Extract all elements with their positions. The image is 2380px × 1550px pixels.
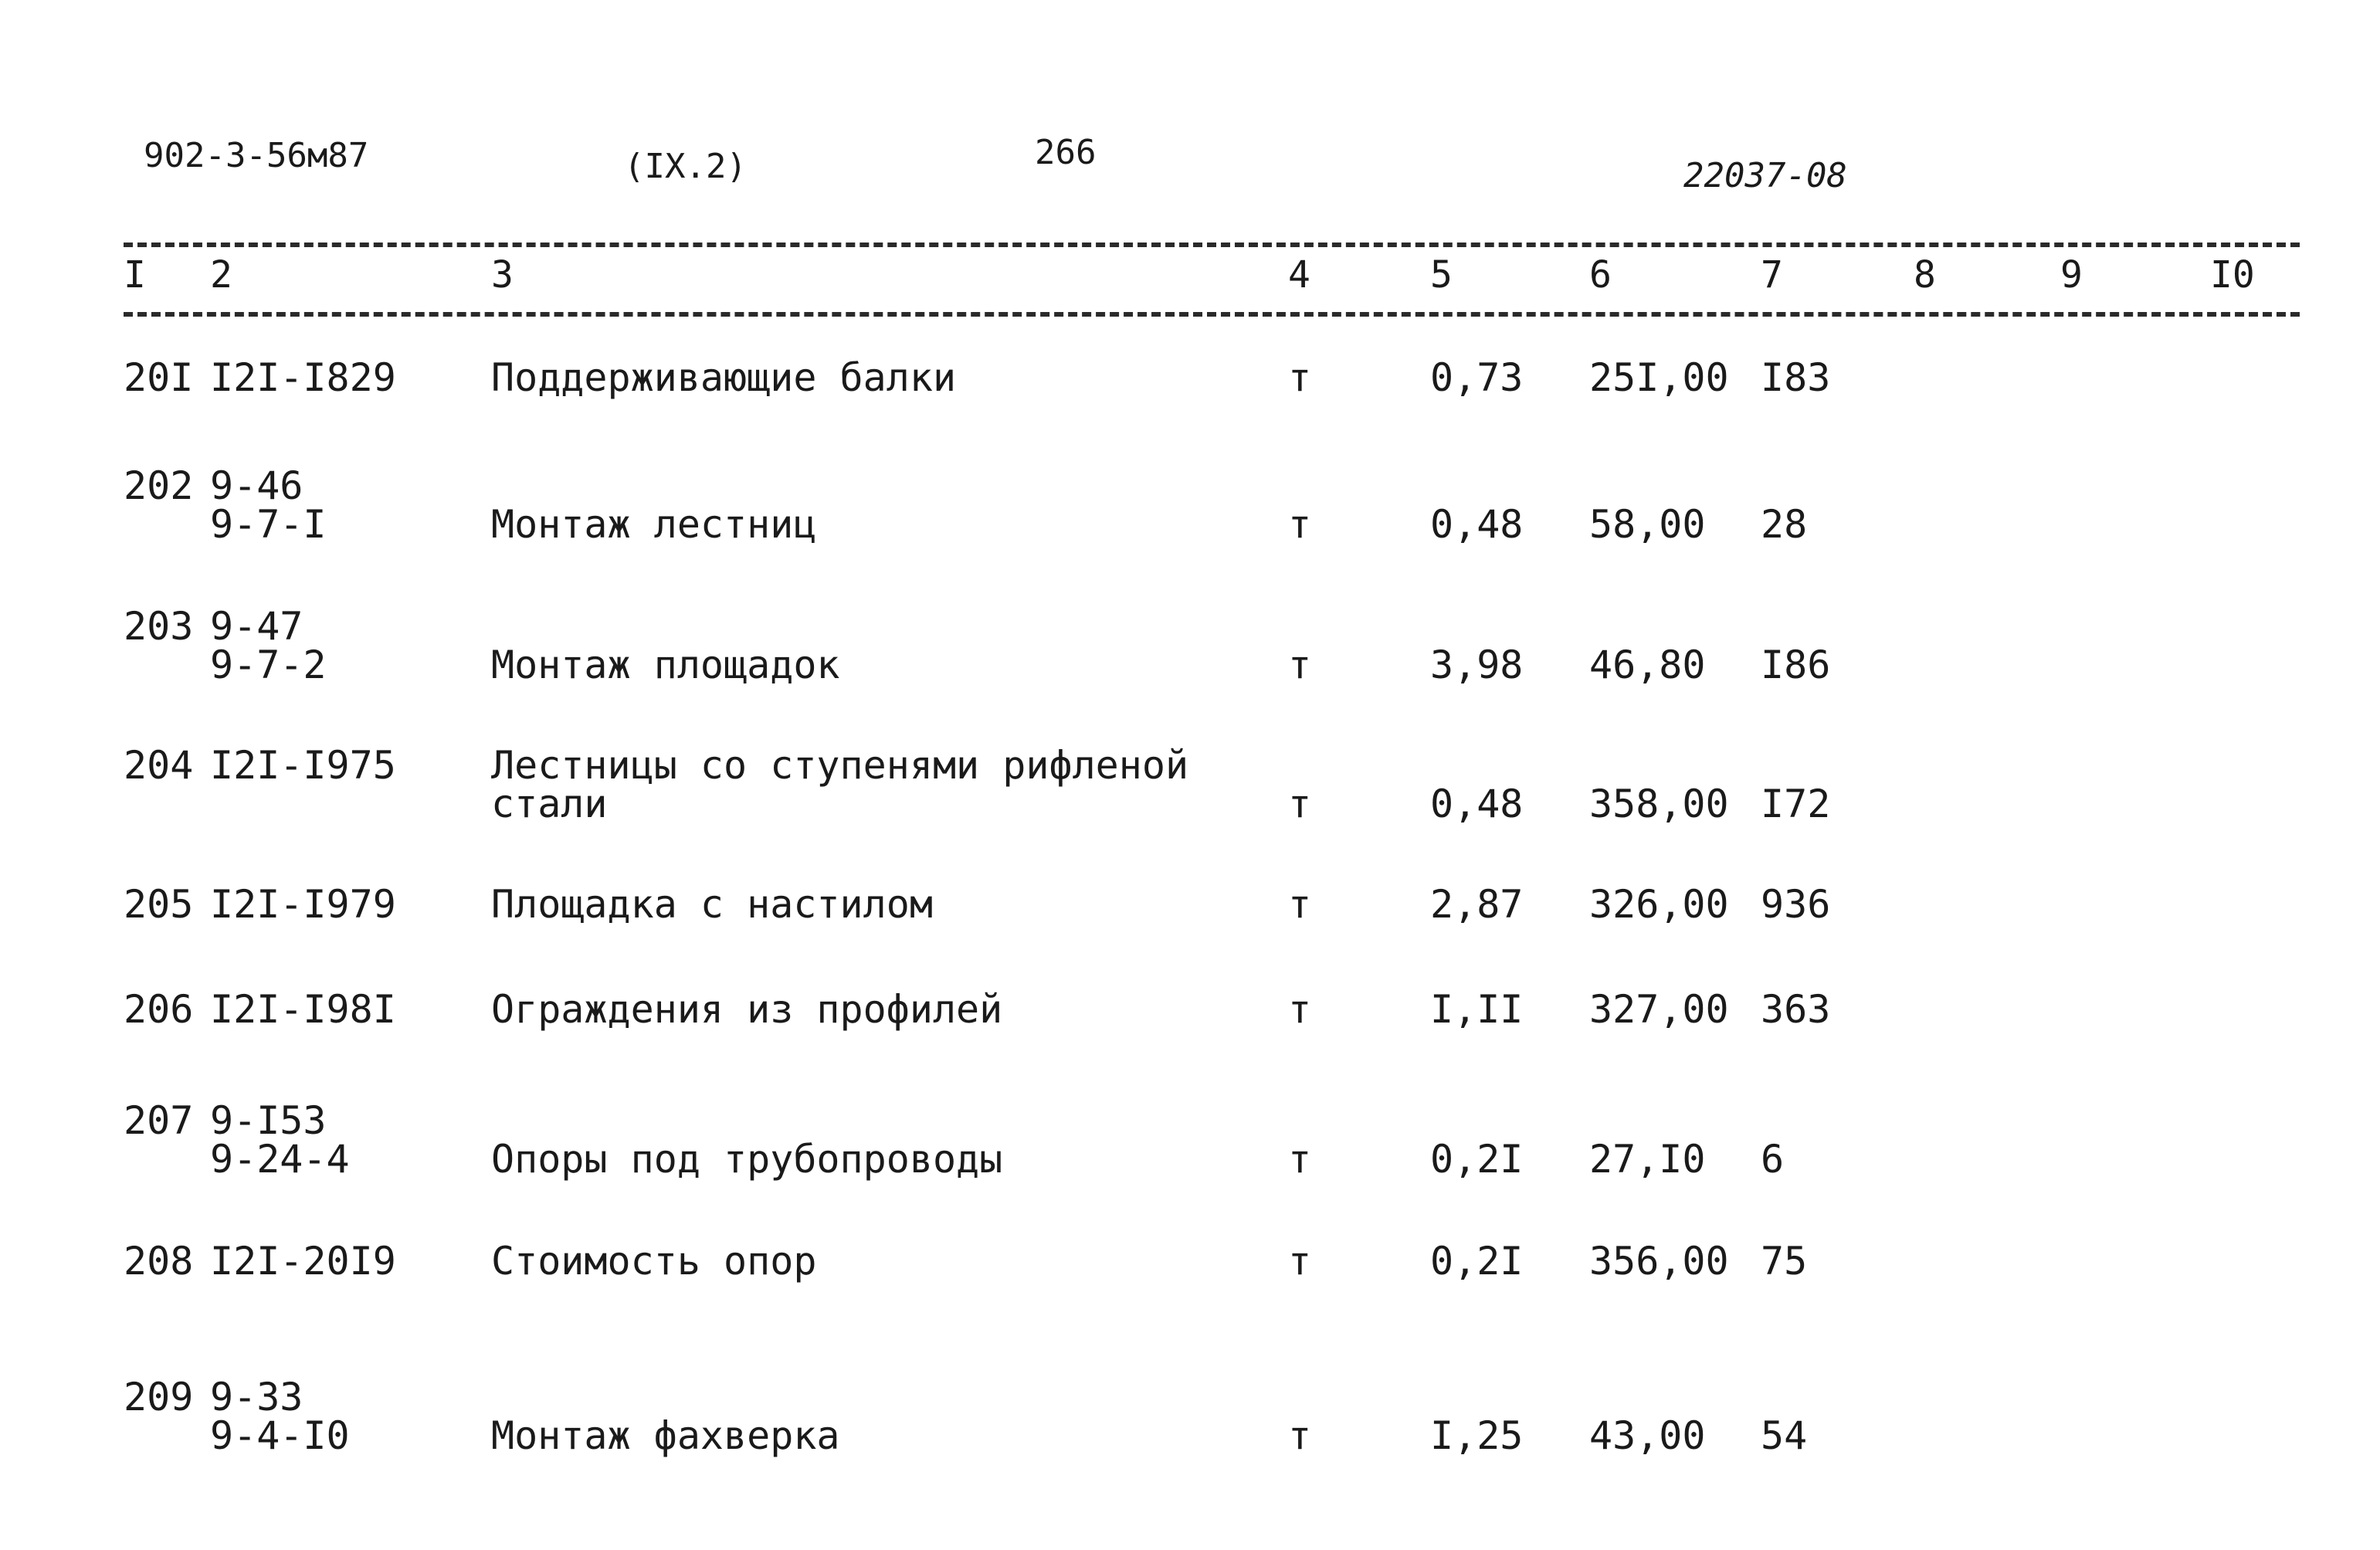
unit: т	[1288, 1413, 1312, 1458]
column-header-5: 5	[1430, 253, 1453, 297]
quantity: I,25	[1430, 1413, 1524, 1458]
quantity: 0,73	[1430, 355, 1524, 400]
total-cost: I86	[1761, 643, 1831, 687]
unit-price: 27,I0	[1589, 1137, 1706, 1182]
unit-price: 326,00	[1589, 882, 1729, 927]
work-name	[491, 987, 1003, 1032]
total-cost: 28	[1761, 502, 1808, 547]
work-name-line: Монтаж лестниц	[491, 502, 817, 547]
album-number: 22037-08	[1683, 156, 1847, 195]
quantity: 0,2I	[1430, 1137, 1524, 1182]
estimate-code	[210, 604, 327, 687]
total-cost: 6	[1761, 1137, 1785, 1182]
work-name-line: Стоимость опор	[491, 1239, 817, 1284]
column-header-6: 6	[1589, 253, 1612, 297]
estimate-code-line: 9-7-I	[210, 502, 327, 547]
work-name-line: Площадка с настилом	[491, 882, 933, 927]
row-number: 209	[124, 1375, 194, 1419]
table-header-rule	[124, 312, 2300, 317]
estimate-code-line: 9-33	[210, 1375, 303, 1419]
total-cost: 54	[1761, 1413, 1808, 1458]
estimate-code-line: I2I-I975	[210, 743, 396, 788]
unit: т	[1288, 1137, 1312, 1182]
unit-price: 356,00	[1589, 1239, 1729, 1284]
estimate-code-line: 9-I53	[210, 1098, 327, 1143]
quantity: 2,87	[1430, 882, 1524, 927]
work-name-line: стали	[491, 782, 608, 826]
unit: т	[1288, 502, 1312, 547]
total-cost: 75	[1761, 1239, 1808, 1284]
total-cost: I72	[1761, 782, 1831, 826]
row-number: 204	[124, 743, 194, 788]
unit: т	[1288, 882, 1312, 927]
column-header-10: I0	[2210, 253, 2255, 297]
total-cost: I83	[1761, 355, 1831, 400]
unit-price: 58,00	[1589, 502, 1706, 547]
estimate-code-line: 9-4-I0	[210, 1413, 350, 1458]
unit-price: 358,00	[1589, 782, 1729, 826]
quantity: 3,98	[1430, 643, 1524, 687]
total-cost: 363	[1761, 987, 1831, 1032]
work-name	[491, 743, 1189, 826]
column-header-4: 4	[1288, 253, 1310, 297]
row-number: 208	[124, 1239, 194, 1284]
estimate-code-line: 9-24-4	[210, 1137, 350, 1182]
estimate-code-line: I2I-I979	[210, 882, 396, 927]
estimate-code-line: I2I-I829	[210, 355, 396, 400]
work-name-line: Монтаж площадок	[491, 643, 840, 687]
unit: т	[1288, 355, 1312, 400]
estimate-code-line: 9-47	[210, 604, 303, 649]
estimate-code	[210, 987, 396, 1032]
row-number: 202	[124, 463, 194, 508]
row-number: 203	[124, 604, 194, 649]
work-name	[491, 643, 840, 687]
estimate-code-line: I2I-20I9	[210, 1239, 396, 1284]
estimate-code	[210, 355, 396, 400]
estimate-code	[210, 1098, 350, 1182]
page-number: 266	[1035, 133, 1097, 172]
total-cost: 936	[1761, 882, 1831, 927]
estimate-code-line: 9-7-2	[210, 643, 327, 687]
work-name-line: Поддерживающие балки	[491, 355, 957, 400]
work-name	[491, 1137, 1003, 1182]
row-number: 205	[124, 882, 194, 927]
row-number: 206	[124, 987, 194, 1032]
work-name-line: Монтаж фахверка	[491, 1413, 840, 1458]
estimate-code	[210, 1375, 350, 1458]
estimate-code	[210, 882, 396, 927]
column-header-3: 3	[491, 253, 514, 297]
unit-price: 327,00	[1589, 987, 1729, 1032]
column-header-8: 8	[1914, 253, 1936, 297]
quantity: 0,2I	[1430, 1239, 1524, 1284]
quantity: 0,48	[1430, 782, 1524, 826]
estimate-code-line: 9-46	[210, 463, 303, 508]
row-number: 20I	[124, 355, 194, 400]
table-top-rule	[124, 243, 2300, 247]
estimate-code	[210, 1239, 396, 1284]
work-name	[491, 1239, 817, 1284]
unit: т	[1288, 643, 1312, 687]
quantity: 0,48	[1430, 502, 1524, 547]
unit: т	[1288, 1239, 1312, 1284]
work-name	[491, 1413, 840, 1458]
work-name-line: Лестницы со ступенями рифленой	[491, 743, 1189, 788]
document-code: 902-3-56м87	[144, 136, 369, 175]
unit-price: 25I,00	[1589, 355, 1729, 400]
estimate-code	[210, 743, 396, 788]
column-header-7: 7	[1761, 253, 1783, 297]
work-name	[491, 355, 957, 400]
unit: т	[1288, 987, 1312, 1032]
column-header-9: 9	[2060, 253, 2083, 297]
work-name-line: Опоры под трубопроводы	[491, 1137, 1003, 1182]
unit-price: 43,00	[1589, 1413, 1706, 1458]
unit: т	[1288, 782, 1312, 826]
unit-price: 46,80	[1589, 643, 1706, 687]
work-name	[491, 502, 817, 547]
row-number: 207	[124, 1098, 194, 1143]
estimate-code-line: I2I-I98I	[210, 987, 396, 1032]
column-header-2: 2	[210, 253, 232, 297]
quantity: I,II	[1430, 987, 1524, 1032]
section-number: (IX.2)	[624, 147, 747, 186]
column-header-1: I	[124, 253, 146, 297]
work-name	[491, 882, 933, 927]
estimate-code	[210, 463, 327, 547]
work-name-line: Ограждения из профилей	[491, 987, 1003, 1032]
